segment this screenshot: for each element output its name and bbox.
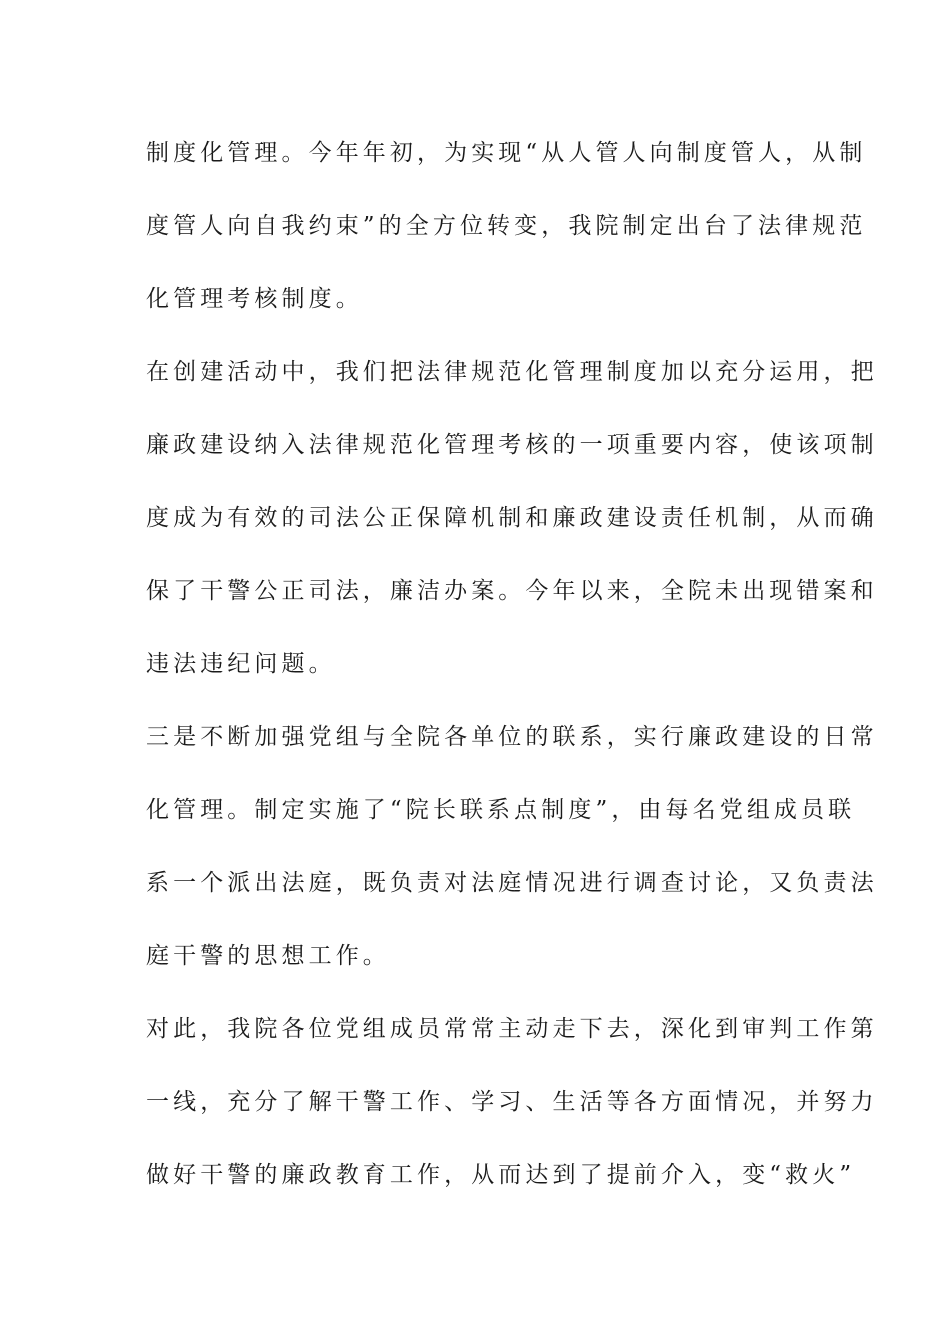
text-line-13: 对此，我院各位党组成员常常主动走下去，深化到审判工作第 (146, 1016, 878, 1042)
text-line-14: 一线，充分了解干警工作、学习、生活等各方面情况，并努力 (146, 1089, 878, 1115)
text-line-4: 在创建活动中，我们把法律规范化管理制度加以充分运用，把 (146, 359, 878, 385)
text-line-5: 廉政建设纳入法律规范化管理考核的一项重要内容，使该项制 (146, 432, 878, 458)
text-line-11: 系一个派出法庭，既负责对法庭情况进行调查讨论，又负责法 (146, 870, 878, 896)
text-line-7: 保了干警公正司法，廉洁办案。今年以来，全院未出现错案和 (146, 578, 878, 604)
text-line-9: 三是不断加强党组与全院各单位的联系，实行廉政建设的日常 (146, 724, 878, 750)
document-body (146, 117, 878, 1212)
text-line-10: 化管理。制定实施了“院长联系点制度”，由每名党组成员联 (146, 797, 856, 823)
text-line-3: 化管理考核制度。 (146, 286, 363, 312)
text-line-12: 庭干警的思想工作。 (146, 943, 390, 969)
text-line-1: 制度化管理。今年年初，为实现“从人管人向制度管人，从制 (146, 140, 867, 166)
text-line-8: 违法违纪问题。 (146, 651, 336, 677)
text-line-15: 做好干警的廉政教育工作，从而达到了提前介入，变“救火” (146, 1162, 856, 1188)
text-line-6: 度成为有效的司法公正保障机制和廉政建设责任机制，从而确 (146, 505, 878, 531)
text-line-2: 度管人向自我约束”的全方位转变，我院制定出台了法律规范 (146, 213, 867, 239)
